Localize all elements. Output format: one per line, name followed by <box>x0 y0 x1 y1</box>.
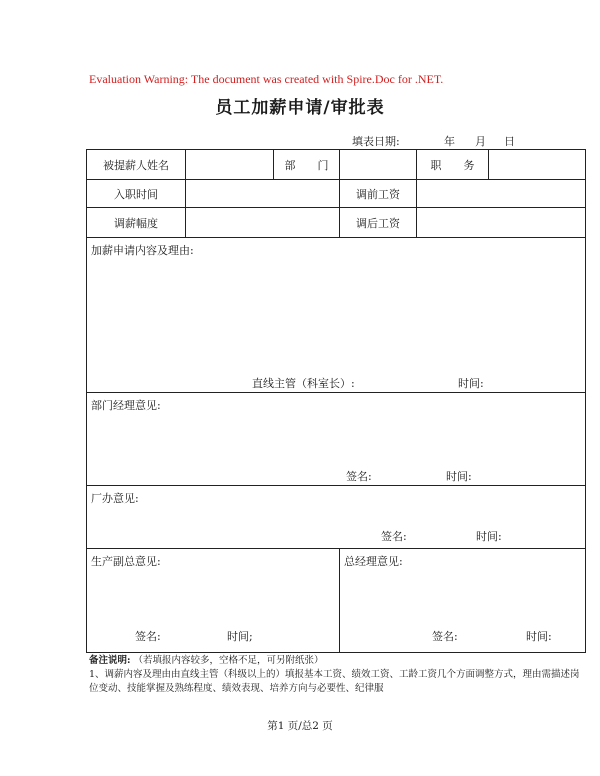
supervisor-label: 直线主管（科室长）: <box>252 377 355 390</box>
reason-section[interactable] <box>87 238 586 393</box>
reason-label: 加薪申请内容及理由: <box>91 244 194 257</box>
raise-amount-field[interactable] <box>186 208 340 238</box>
factory-office-section[interactable] <box>87 486 586 549</box>
pre-salary-label: 调前工资 <box>340 180 417 208</box>
reason-time-label: 时间: <box>458 377 484 390</box>
production-vp-sign-label: 签名: <box>135 630 161 643</box>
dept-manager-label: 部门经理意见: <box>91 399 161 412</box>
evaluation-warning: Evaluation Warning: The document was created with Spire.Doc for .NET. <box>89 72 444 86</box>
page-title: 员工加薪申请/审批表 <box>215 98 385 118</box>
name-label: 被提薪人姓名 <box>87 150 186 180</box>
general-manager-time-label: 时间: <box>526 630 552 643</box>
notes-heading-note: （若填报内容较多，空格不足，可另附纸张） <box>133 655 324 666</box>
general-manager-label: 总经理意见: <box>344 555 403 568</box>
dept-manager-time-label: 时间: <box>446 470 472 483</box>
raise-amount-label: 调薪幅度 <box>87 208 186 238</box>
general-manager-section[interactable] <box>340 549 586 653</box>
pre-salary-field[interactable] <box>417 180 586 208</box>
general-manager-sign-label: 签名: <box>432 630 458 643</box>
notes-item-1: 1、调薪内容及理由由直线主管（科级以上的）填报基本工资、绩效工资、工龄工资几个方面调整方式，理由需描述岗位变动、技能掌握及熟练程度、绩效表现、培养方向与必要性、纪律服 <box>89 669 580 694</box>
fill-date-day: 日 <box>504 135 515 148</box>
factory-office-sign-label: 签名: <box>381 530 407 543</box>
notes-heading: 备注说明: <box>89 655 131 666</box>
position-field[interactable] <box>489 150 586 180</box>
post-salary-field[interactable] <box>417 208 586 238</box>
production-vp-label: 生产副总意见: <box>91 555 161 568</box>
dept-manager-sign-label: 签名: <box>346 470 372 483</box>
name-field[interactable] <box>186 150 274 180</box>
position-label: 职 务 <box>417 150 489 180</box>
notes-section <box>89 654 589 696</box>
application-form-table <box>86 149 586 653</box>
fill-date-label: 填表日期: <box>352 135 400 148</box>
production-vp-time-label: 时间; <box>227 630 253 643</box>
factory-office-label: 厂办意见: <box>91 492 139 505</box>
hire-date-field[interactable] <box>186 180 340 208</box>
dept-field[interactable] <box>340 150 417 180</box>
fill-date-year: 年 <box>444 135 455 148</box>
fill-date-month: 月 <box>475 135 486 148</box>
hire-date-label: 入职时间 <box>87 180 186 208</box>
page-footer: 第1 页/总2 页 <box>267 720 333 732</box>
dept-manager-section[interactable] <box>87 393 586 486</box>
production-vp-section[interactable] <box>87 549 340 653</box>
post-salary-label: 调后工资 <box>340 208 417 238</box>
factory-office-time-label: 时间: <box>476 530 502 543</box>
dept-label: 部 门 <box>274 150 340 180</box>
